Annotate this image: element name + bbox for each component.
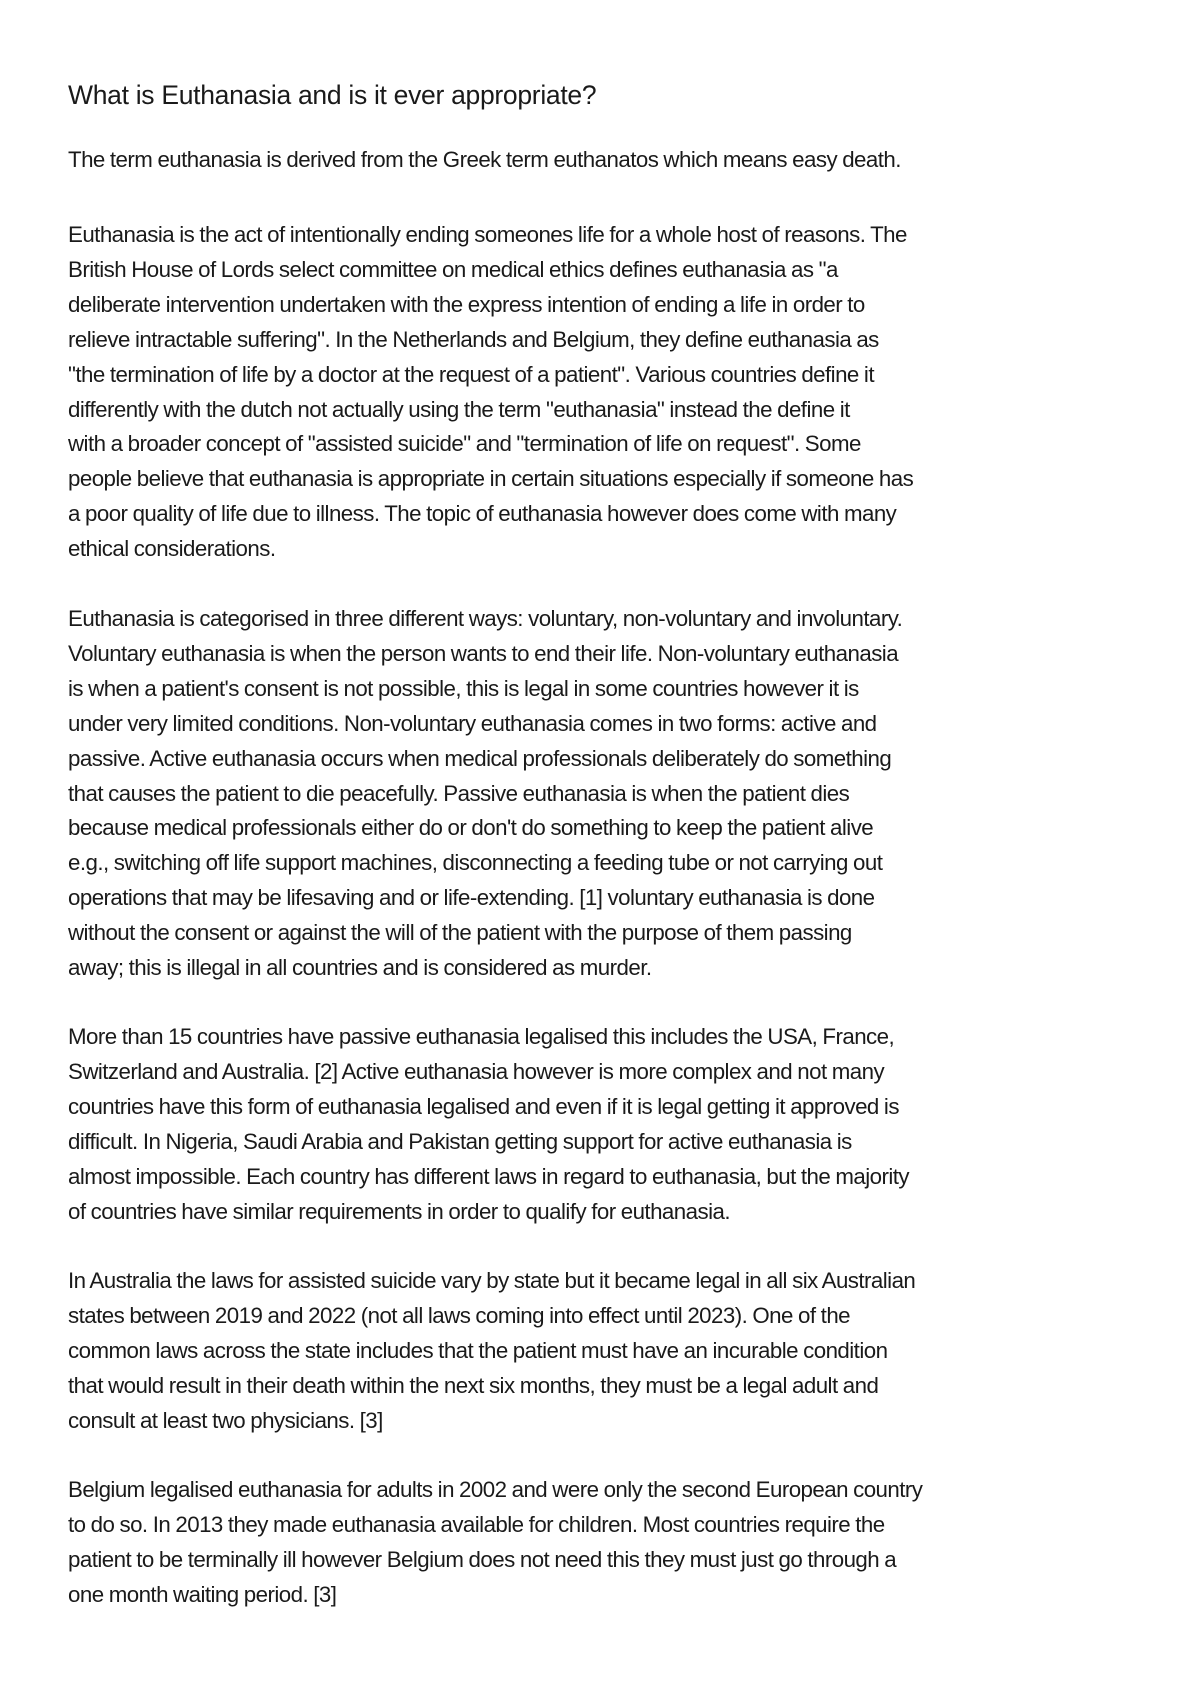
text-line: with a broader concept of "assisted suicide" and "termination of life on request". Some xyxy=(68,431,861,457)
text-line: away; this is illegal in all countries and is considered as murder. xyxy=(68,955,652,981)
text-line: of countries have similar requirements in order to qualify for euthanasia. xyxy=(68,1198,730,1224)
text-line: Voluntary euthanasia is when the person wants to end their life. Non-voluntary euthanasia xyxy=(68,640,899,666)
text-line: common laws across the state includes that the patient must have an incurable condition xyxy=(68,1337,888,1363)
text-line: In Australia the laws for assisted suicide vary by state but it became legal in all six Australian xyxy=(68,1268,916,1293)
text-line: relieve intractable suffering". In the Netherlands and Belgium, they define euthanasia as xyxy=(68,326,879,352)
text-line: Switzerland and Australia. [2] Active euthanasia however is more complex and not many xyxy=(68,1058,885,1084)
paragraph-term-origin xyxy=(68,143,1148,178)
paragraph-countries xyxy=(68,1020,1148,1229)
text-line: Euthanasia is the act of intentionally ending someones life for a whole host of reasons. The xyxy=(68,222,907,247)
paragraph-australia xyxy=(68,1264,1148,1439)
text-line: e.g., switching off life support machines, disconnecting a feeding tube or not carrying out xyxy=(68,850,883,876)
text-line: without the consent or against the will of the patient with the purpose of them passing xyxy=(68,920,852,946)
text-line: that would result in their death within the next six months, they must be a legal adult and xyxy=(68,1372,879,1398)
text-line: almost impossible. Each country has different laws in regard to euthanasia, but the majority xyxy=(68,1163,910,1189)
text-line: operations that may be lifesaving and or life-extending. [1] voluntary euthanasia is done xyxy=(68,885,875,911)
text-line: a poor quality of life due to illness. The topic of euthanasia however does come with many xyxy=(68,501,897,527)
text-line: "the termination of life by a doctor at the request of a patient". Various countries define it xyxy=(68,361,874,387)
text-line: Belgium legalised euthanasia for adults in 2002 and were only the second European country xyxy=(68,1477,923,1502)
text-line: differently with the dutch not actually using the term "euthanasia" instead the define it xyxy=(68,396,850,422)
text-line: because medical professionals either do or don't do something to keep the patient alive xyxy=(68,815,874,841)
text-line: to do so. In 2013 they made euthanasia available for children. Most countries require the xyxy=(68,1511,885,1537)
paragraph-definition xyxy=(68,218,1148,567)
text-line: More than 15 countries have passive euthanasia legalised this includes the USA, France, xyxy=(68,1024,895,1049)
document-title: What is Euthanasia and is it ever appropriate? xyxy=(68,80,597,110)
text-line: states between 2019 and 2022 (not all laws coming into effect until 2023). One of the xyxy=(68,1302,851,1328)
text-line: patient to be terminally ill however Belgium does not need this they must just go through a xyxy=(68,1546,897,1572)
paragraph-categories xyxy=(68,602,1148,986)
text-line: people believe that euthanasia is appropriate in certain situations especially if someone has xyxy=(68,466,914,492)
paragraph-belgium xyxy=(68,1473,1148,1613)
text-line: consult at least two physicians. [3] xyxy=(68,1407,383,1433)
text-line: The term euthanasia is derived from the Greek term euthanatos which means easy death. xyxy=(68,147,901,172)
text-line: one month waiting period. [3] xyxy=(68,1581,337,1607)
text-line: under very limited conditions. Non-voluntary euthanasia comes in two forms: active and xyxy=(68,710,877,736)
text-line: is when a patient's consent is not possible, this is legal in some countries however it is xyxy=(68,675,859,701)
text-line: ethical considerations. xyxy=(68,536,276,562)
text-line: countries have this form of euthanasia legalised and even if it is legal getting it approved is xyxy=(68,1093,899,1119)
text-line: Euthanasia is categorised in three different ways: voluntary, non-voluntary and involuntary. xyxy=(68,606,903,631)
text-line: deliberate intervention undertaken with the express intention of ending a life in order to xyxy=(68,291,865,317)
text-line: British House of Lords select committee on medical ethics defines euthanasia as "a xyxy=(68,256,838,282)
text-line: that causes the patient to die peacefully. Passive euthanasia is when the patient dies xyxy=(68,780,850,806)
text-line: passive. Active euthanasia occurs when medical professionals deliberately do something xyxy=(68,745,892,771)
text-line: difficult. In Nigeria, Saudi Arabia and Pakistan getting support for active euthanasia is xyxy=(68,1128,852,1154)
